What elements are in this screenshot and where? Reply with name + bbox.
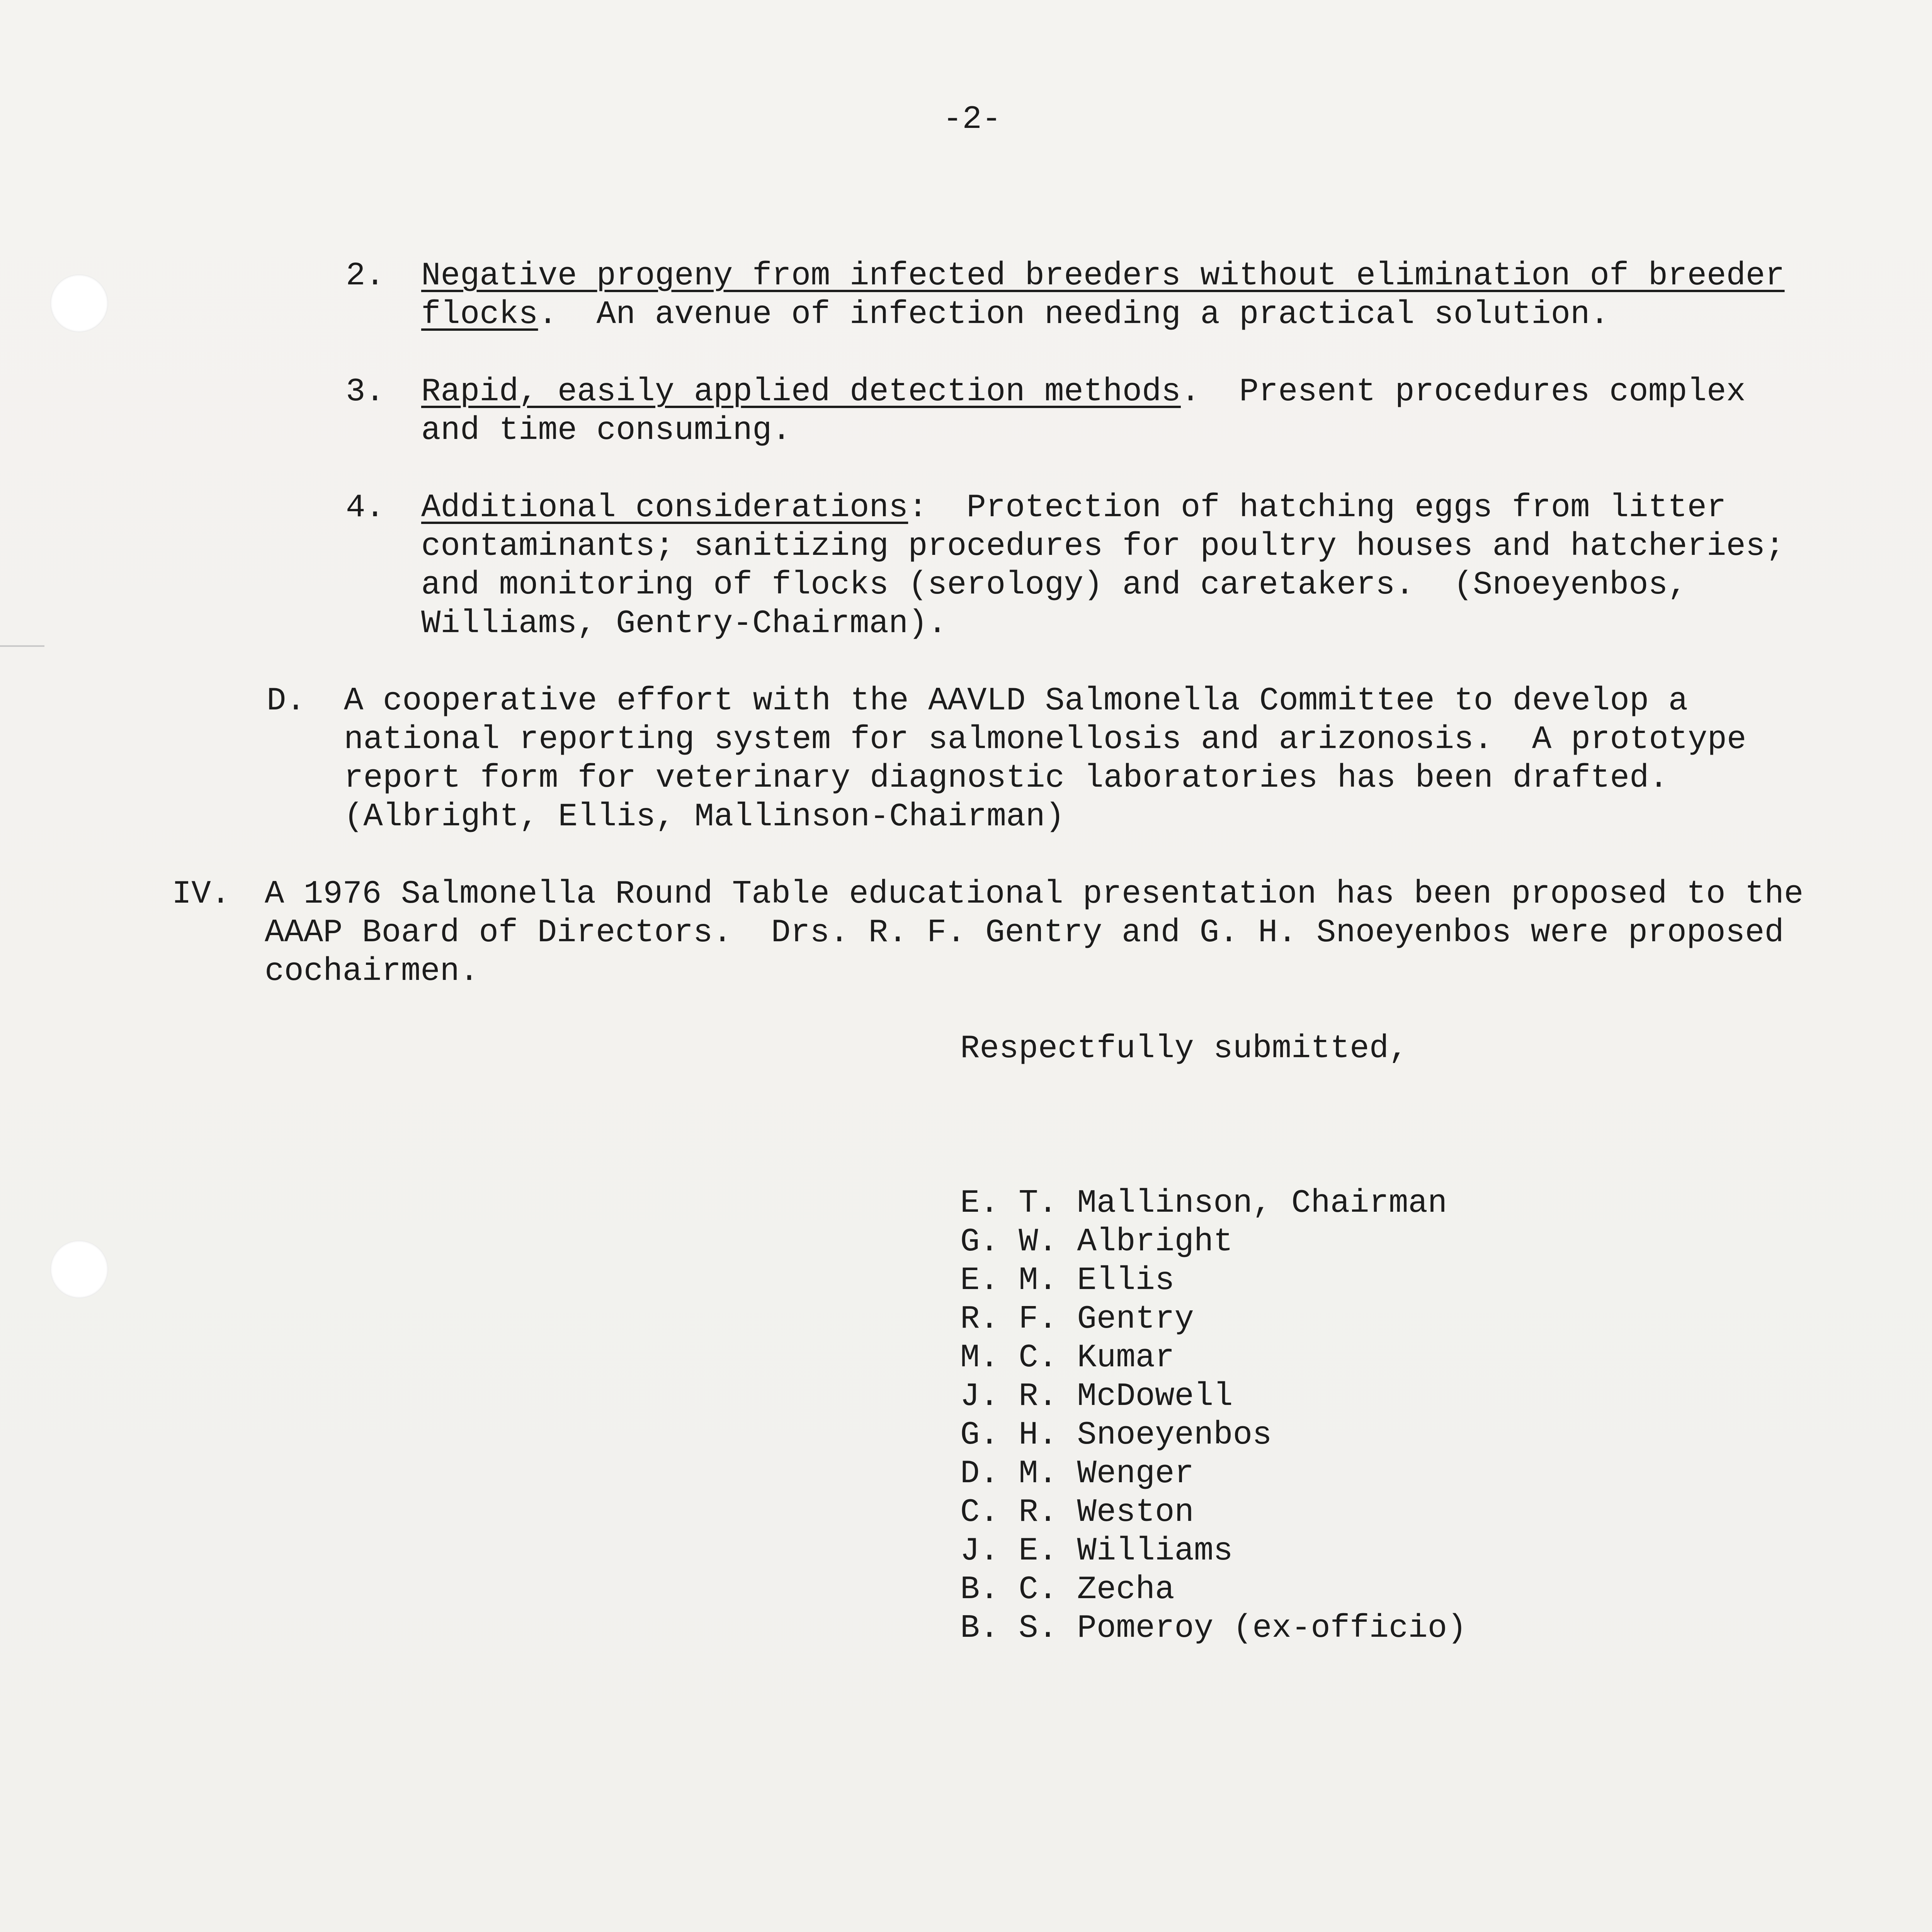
signer: E. M. Ellis bbox=[960, 1262, 1175, 1299]
item-2-description: . An avenue of infection needing a practical solution. bbox=[538, 296, 1609, 333]
signer: J. R. McDowell bbox=[960, 1378, 1233, 1415]
item-2-line-1 bbox=[421, 257, 1785, 296]
item-2-title-part-1: Negative progeny from infected breeders without elimination of breeder bbox=[421, 258, 1785, 294]
closing-salutation: Respectfully submitted, bbox=[960, 1031, 1408, 1067]
item-4-title: Additional considerations bbox=[421, 490, 908, 526]
punch-hole-top bbox=[50, 274, 108, 332]
section-iv-line-1: A 1976 Salmonella Round Table educational presentation has been proposed to the bbox=[265, 876, 1804, 913]
signer: B. C. Zecha bbox=[960, 1571, 1175, 1608]
signer: B. S. Pomeroy (ex-officio) bbox=[960, 1610, 1467, 1647]
section-d-line-2: national reporting system for salmonellosis and arizonosis. A prototype bbox=[344, 721, 1747, 758]
section-d-line-1: A cooperative effort with the AAVLD Salmonella Committee to develop a bbox=[344, 683, 1688, 719]
item-4-line-1 bbox=[421, 489, 1726, 527]
item-3-title: Rapid, easily applied detection methods bbox=[421, 374, 1181, 410]
committee-signers bbox=[960, 1184, 1467, 1648]
item-3-line-1 bbox=[421, 373, 1746, 412]
signer: R. F. Gentry bbox=[960, 1301, 1194, 1338]
signer: J. E. Williams bbox=[960, 1533, 1233, 1570]
item-4-number: 4. bbox=[346, 490, 385, 526]
section-iv-line-3: cochairmen. bbox=[265, 953, 479, 990]
page-number: -2- bbox=[943, 101, 1002, 138]
signer: M. C. Kumar bbox=[960, 1340, 1175, 1376]
item-3-description: . Present procedures complex bbox=[1180, 374, 1746, 410]
section-d-line-4: (Albright, Ellis, Mallinson-Chairman) bbox=[344, 799, 1065, 835]
signer: C. R. Weston bbox=[960, 1494, 1194, 1531]
section-iv-label: IV. bbox=[172, 876, 231, 913]
item-2-line-2 bbox=[421, 296, 1609, 334]
section-d-line-3: report form for veterinary diagnostic laboratories has been drafted. bbox=[344, 760, 1668, 797]
item-4-line-2: contaminants; sanitizing procedures for poultry houses and hatcheries; bbox=[421, 528, 1785, 565]
signer: G. H. Snoeyenbos bbox=[960, 1417, 1272, 1454]
signer: G. W. Albright bbox=[960, 1224, 1233, 1260]
signer: E. T. Mallinson, Chairman bbox=[960, 1185, 1447, 1222]
item-2-title-part-2: flocks bbox=[421, 296, 538, 333]
item-2-number: 2. bbox=[346, 258, 385, 294]
stray-mark-left bbox=[0, 645, 44, 647]
item-4-line-3: and monitoring of flocks (serology) and caretakers. (Snoeyenbos, bbox=[421, 567, 1687, 604]
punch-hole-middle bbox=[50, 1240, 108, 1298]
section-iv-line-2: AAAP Board of Directors. Drs. R. F. Gentry and G. H. Snoeyenbos were proposed bbox=[265, 915, 1784, 951]
item-3-line-2: and time consuming. bbox=[421, 412, 791, 449]
signer: D. M. Wenger bbox=[960, 1456, 1194, 1492]
section-d-label: D. bbox=[267, 683, 306, 719]
item-4-description: : Protection of hatching eggs from litter bbox=[908, 490, 1726, 526]
item-3-number: 3. bbox=[346, 374, 385, 410]
item-4-line-4: Williams, Gentry-Chairman). bbox=[421, 605, 947, 642]
